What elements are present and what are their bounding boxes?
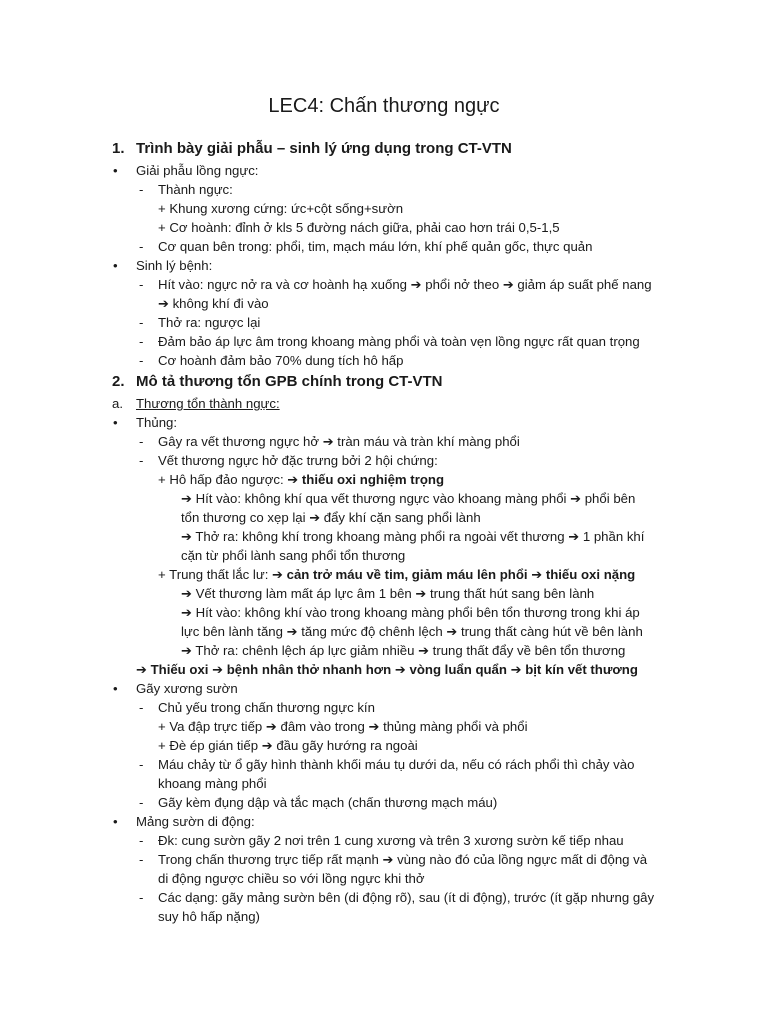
list-item: ➔ không khí đi vào bbox=[158, 296, 269, 311]
list-item: di động ngược chiều so với lồng ngực khi thở bbox=[158, 871, 425, 886]
arrow-icon: ➔ bbox=[368, 719, 380, 734]
list-item: + Va đập trực tiếp ➔ đâm vào trong ➔ thủng màng phổi và phổi bbox=[158, 719, 528, 734]
list-item: ➔ Hít vào: không khí qua vết thương ngực vào khoang màng phổi ➔ phổi bên bbox=[181, 491, 636, 506]
list-item: cặn từ phổi lành sang phổi tổn thương bbox=[181, 548, 406, 563]
list-item: ➔ Hít vào: không khí vào trong khoang màng phổi bên tổn thương trong khi áp bbox=[181, 605, 640, 620]
arrow-icon: ➔ bbox=[568, 529, 580, 544]
list-item: ➔ Vết thương làm mất áp lực âm 1 bên ➔ trung thất hút sang bên lành bbox=[181, 586, 595, 601]
list-item: tổn thương co xẹp lại ➔ đẩy khí cặn sang phổi lành bbox=[181, 510, 481, 525]
arrow-icon: ➔ bbox=[322, 434, 334, 449]
conclusion-line: ➔ Thiếu oxi ➔ bệnh nhân thở nhanh hơn ➔ vòng luẩn quẩn ➔ bịt kín vết thương bbox=[136, 662, 638, 677]
arrow-icon: ➔ bbox=[181, 605, 192, 620]
list-item: + Đè ép gián tiếp ➔ đầu gãy hướng ra ngoài bbox=[158, 738, 418, 753]
arrow-icon: ➔ bbox=[181, 491, 192, 506]
arrow-icon: ➔ bbox=[272, 567, 283, 582]
arrow-icon: ➔ bbox=[309, 510, 321, 525]
arrow-icon: ➔ bbox=[415, 586, 427, 601]
arrow-icon: ➔ bbox=[394, 662, 406, 677]
arrow-icon: ➔ bbox=[531, 567, 543, 582]
list-item: lực bên lành tăng ➔ tăng mức độ chênh lệch ➔ trung thất càng hút về bên lành bbox=[181, 624, 643, 639]
arrow-icon: ➔ bbox=[502, 277, 514, 292]
arrow-icon: ➔ bbox=[265, 719, 277, 734]
arrow-icon: ➔ bbox=[181, 529, 192, 544]
arrow-icon: ➔ bbox=[181, 586, 192, 601]
arrow-icon: ➔ bbox=[382, 852, 394, 867]
list-item: + Hô hấp đảo ngược: ➔ thiếu oxi nghiệm trọng bbox=[158, 472, 445, 487]
arrow-icon: ➔ bbox=[510, 662, 522, 677]
arrow-icon: ➔ bbox=[446, 624, 458, 639]
list-item: khoang màng phổi bbox=[158, 776, 267, 791]
arrow-icon: ➔ bbox=[261, 738, 273, 753]
list-item: ➔ Thở ra: không khí trong khoang màng phổi ra ngoài vết thương ➔ 1 phần khí bbox=[181, 529, 645, 544]
arrow-icon: ➔ bbox=[136, 662, 147, 677]
document-page: LEC4: Chấn thương ngực 1. Trình bày giải phẫu – sinh lý ứng dụng trong CT-VTN • Giải phẫu lồng ngực: - Thành ngực: + Khung xương cứng: ức+cột sống+sườn + Cơ hoành: đỉnh ở kls 5 đường nách giữa, phải cao hơn trái 0,5-1,5 - Cơ quan bên trong: phổi, tim, mạch máu lớn, khí phế quản gốc, thực quản • Sinh lý bệnh: - Hít vào: ngực nở ra và cơ hoành hạ xuống ➔ phổi nở theo ➔ giảm áp suất phế nang ➔ không khí đi vào - Thở ra: ngược lại - Đảm bảo áp lực âm trong khoang màng phổi và toàn vẹn lồng ngực rất quan trọng - Cơ hoành đảm bảo 70% dung tích hô hấp 2. Mô tả thương tổn GPB chính trong CT-VTN a. Thương tổn thành ngực: • Thủng: - Gây ra vết thương ngực hở ➔ tràn máu và tràn khí màng phổi - Vết thương ngực hở đặc trưng bởi 2 hội chứng: + Hô hấp đảo ngược: ➔ thiếu oxi nghiệm trọng ➔ Hít vào: không khí qua vết thương ngực vào khoang màng phổi ➔ phổi bên tổn thương co xẹp lại ➔ đẩy khí cặn sang phổi lành ➔ Thở ra: không khí trong khoang màng phổi ra ngoài vết thương ➔ 1 phần khí cặn từ phổi lành sang phổi tổn thương + Trung thất lắc lư: ➔ cản trở máu về tim, giảm máu lên phổi ➔ thiếu oxi nặng ➔ Vết thương làm mất áp lực âm 1 bên ➔ trung thất hút sang bên lành ➔ Hít vào: không khí vào trong khoang màng phổi bên tổn thương trong khi áp lực bên lành tăng ➔ tăng mức độ chênh lệch ➔ trung thất càng hút về bên lành ➔ Thở ra: chênh lệch áp lực giảm nhiều ➔ trung thất đẩy về bên tổn thương ➔ Thiếu oxi ➔ bệnh nhân thở nhanh hơn ➔ vòng luẩn quẩn ➔ bịt kín vết thương • Gãy xương sườn - Chủ yếu trong chấn thương ngực kín + Va đập trực tiếp ➔ đâm vào trong ➔ thủng màng phổi và phổi + Đè ép gián tiếp ➔ đầu gãy hướng ra ngoài - Máu chảy từ ổ gãy hình thành khối máu tụ dưới da, nếu có rách phổi thì chảy vào khoang màng phổi - Gãy kèm đụng dập và tắc mạch (chấn thương mạch máu) • Mảng sườn di động: - Đk: cung sườn gãy 2 nơi trên 1 cung xương và trên 3 xương sườn kế tiếp nhau - Trong chấn thương trực tiếp rất mạnh ➔ vùng nào đó của lồng ngực mất di động và di động ngược chiều so với lồng ngực khi thở - Các dạng: gãy mảng sườn bên (di động rõ), sau (ít di động), trước (ít gặp nhưng gây suy hô hấp nặng) bbox=[0, 0, 768, 1024]
list-item: + Khung xương cứng: ức+cột sống+sườn bbox=[158, 201, 404, 216]
arrow-icon: ➔ bbox=[181, 643, 192, 658]
list-item: + Trung thất lắc lư: ➔ cản trở máu về tim, giảm máu lên phổi ➔ thiếu oxi nặng bbox=[158, 567, 636, 582]
list-item: suy hô hấp nặng) bbox=[158, 909, 260, 924]
arrow-icon: ➔ bbox=[286, 624, 298, 639]
arrow-icon: ➔ bbox=[410, 277, 422, 292]
arrow-icon: ➔ bbox=[570, 491, 582, 506]
arrow-icon: ➔ bbox=[212, 662, 224, 677]
page-title: LEC4: Chấn thương ngực bbox=[268, 95, 500, 117]
arrow-icon: ➔ bbox=[418, 643, 429, 658]
list-item: ➔ Thở ra: chênh lệch áp lực giảm nhiều ➔ trung thất đẩy về bên tổn thương bbox=[181, 643, 626, 658]
arrow-icon: ➔ bbox=[158, 296, 169, 311]
list-item: + Cơ hoành: đỉnh ở kls 5 đường nách giữa, phải cao hơn trái 0,5-1,5 bbox=[158, 220, 560, 235]
arrow-icon: ➔ bbox=[287, 472, 299, 487]
